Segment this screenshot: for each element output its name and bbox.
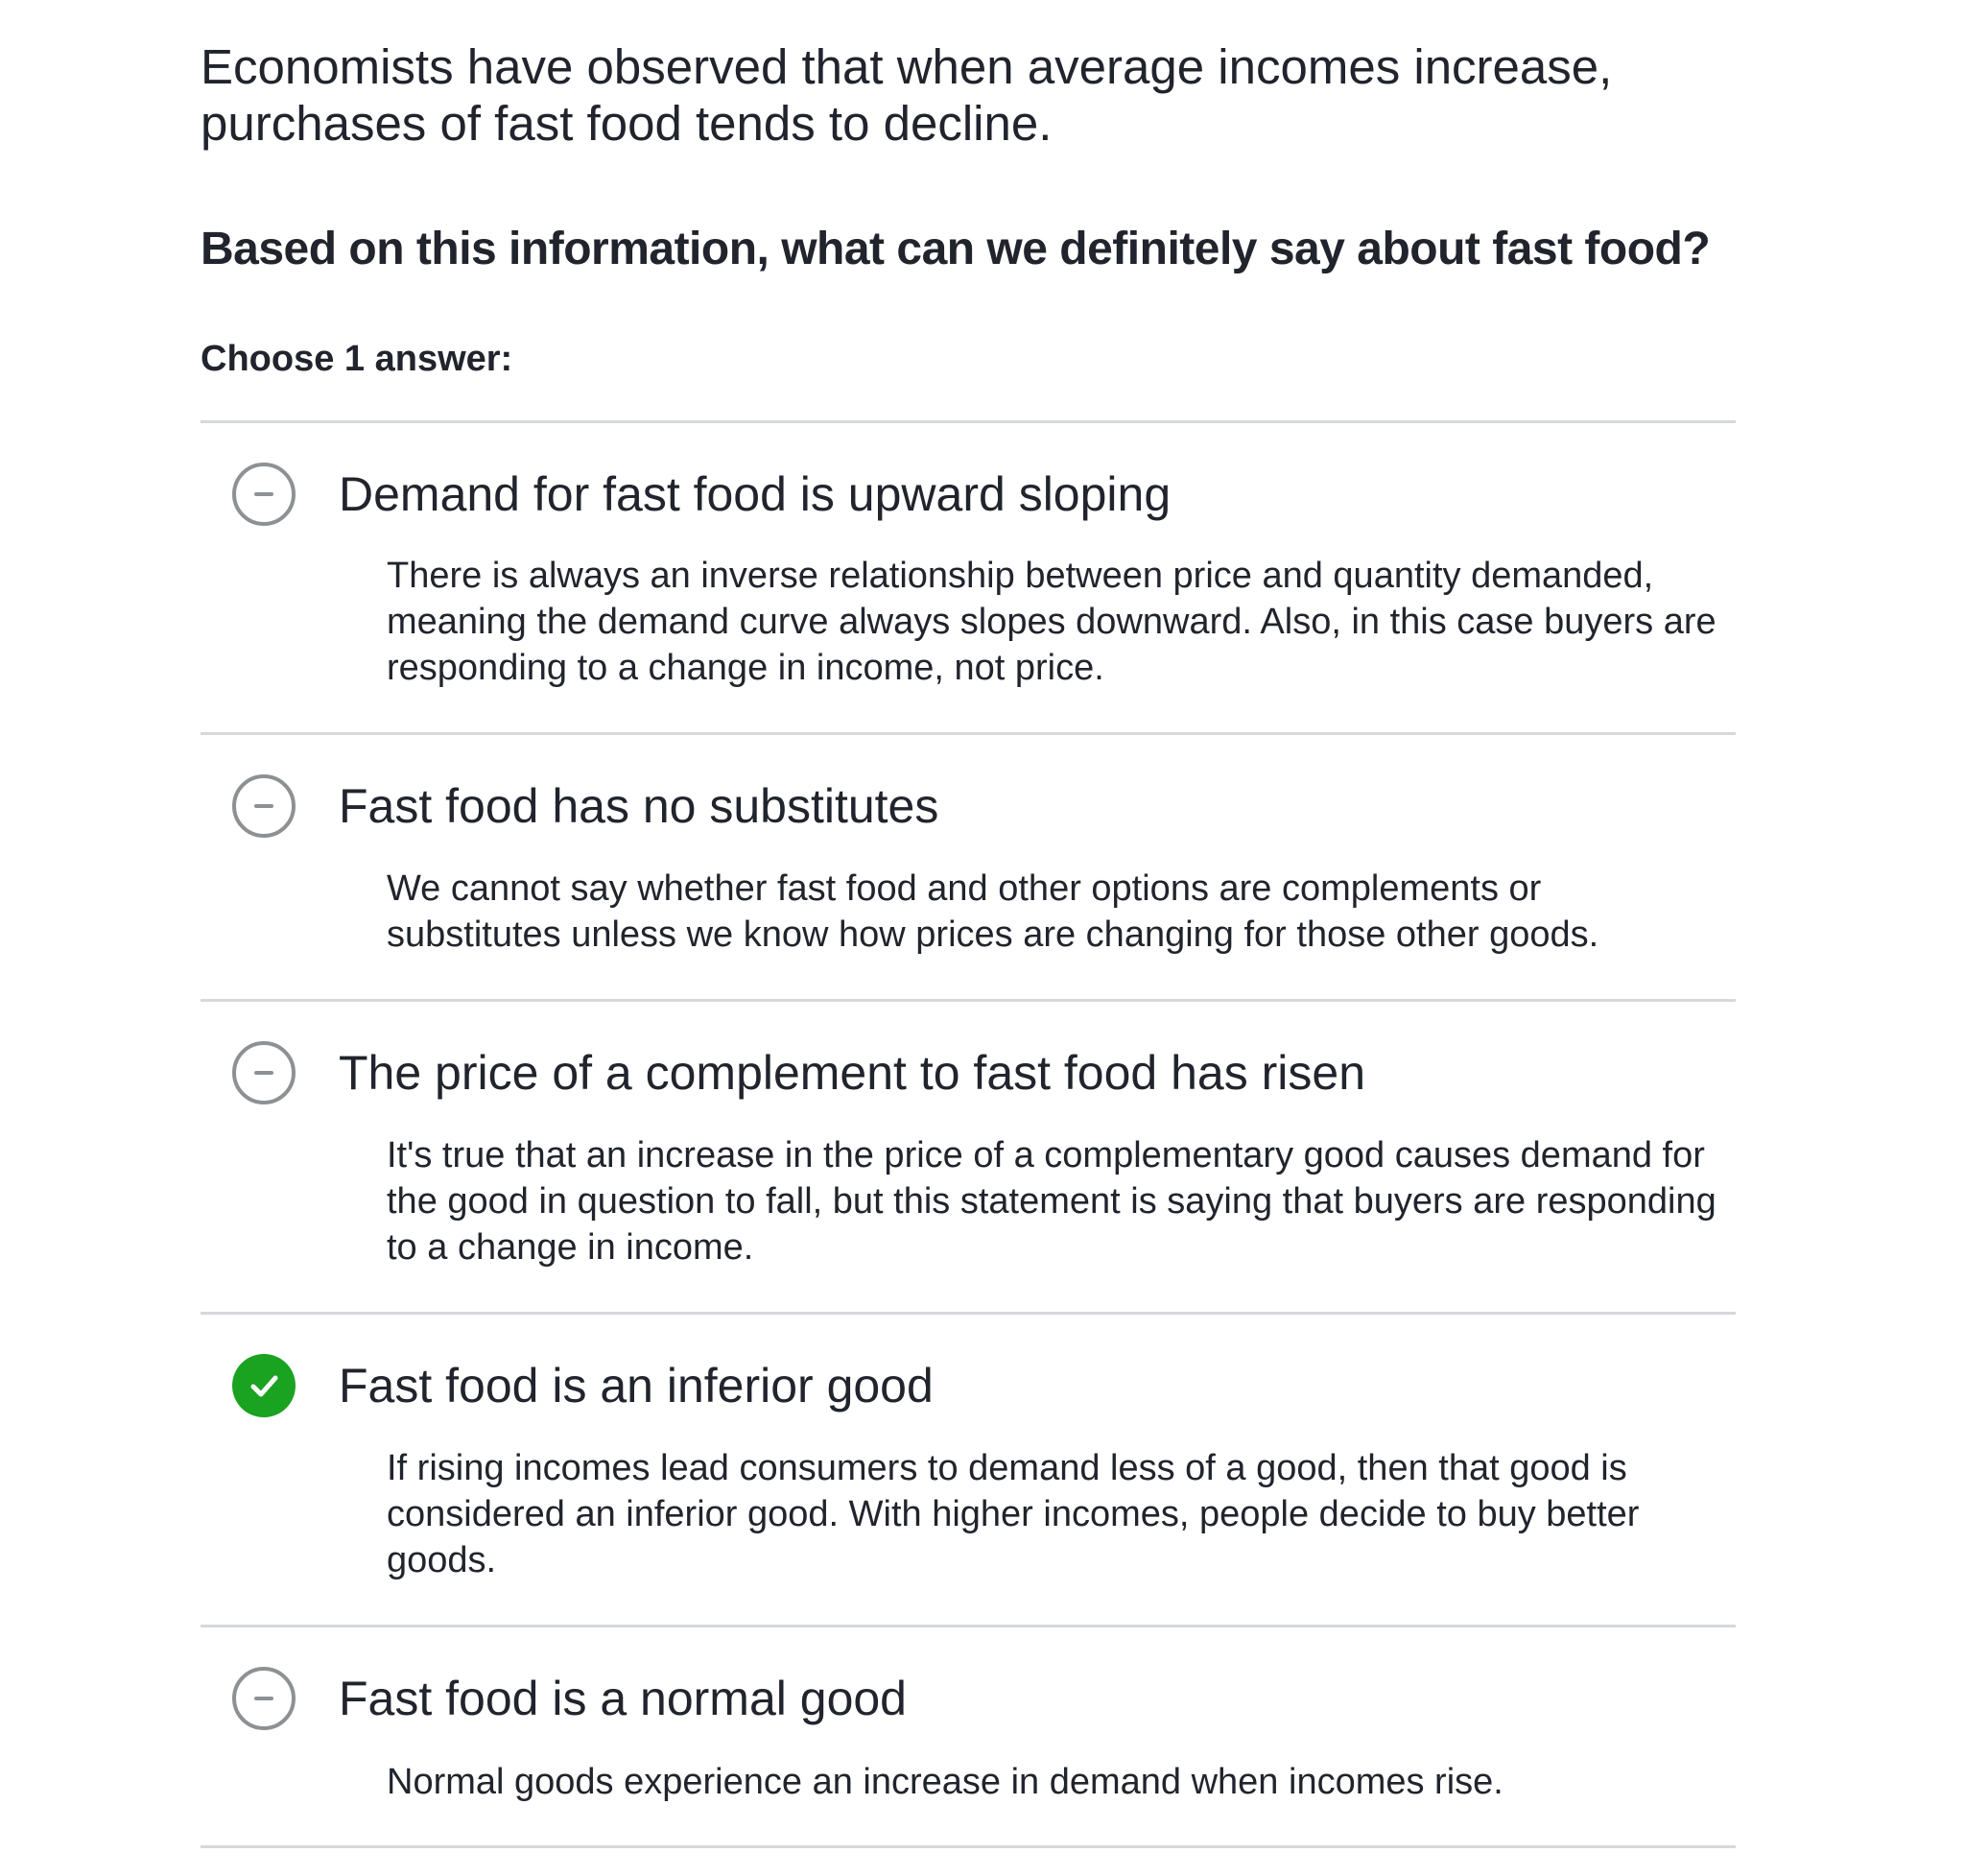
choice-header[interactable] (201, 1002, 1736, 1127)
answer-choice-correct[interactable] (201, 1315, 1736, 1627)
choice-header[interactable] (201, 423, 1736, 548)
choice-rationale: If rising incomes lead consumers to demand less of a good, then that good is considered an inferior good. With higher incomes, people decide to buy better goods. (387, 1448, 1640, 1580)
answer-choice[interactable] (201, 735, 1736, 1002)
answer-instruction: Choose 1 answer: (201, 339, 513, 379)
choice-header[interactable] (201, 735, 1736, 860)
question-prompt: Based on this information, what can we definitely say about fast food? (201, 224, 1711, 274)
minus-circle-icon[interactable] (232, 1667, 296, 1730)
check-circle-icon[interactable] (232, 1354, 296, 1417)
minus-circle-icon[interactable] (232, 1041, 296, 1104)
choice-rationale: It's true that an increase in the price of a complementary good causes demand for the good in question to fall, but this statement is saying that buyers are responding to a change in income. (387, 1135, 1716, 1268)
choice-label: Fast food has no substitutes (339, 779, 939, 833)
choice-rationale: Normal goods experience an increase in demand when incomes rise. (387, 1762, 1503, 1802)
choice-rationale: There is always an inverse relationship between price and quantity demanded, meaning the demand curve always slopes downward. Also, in this case buyers are responding to a change in income, not price. (387, 556, 1716, 688)
minus-circle-icon[interactable] (232, 463, 296, 526)
answer-choice[interactable] (201, 423, 1736, 735)
exercise-container (201, 38, 1736, 1848)
choice-header[interactable] (201, 1315, 1736, 1439)
choice-label: The price of a complement to fast food has risen (339, 1046, 1365, 1100)
choice-label: Demand for fast food is upward sloping (339, 467, 1172, 521)
choice-label: Fast food is a normal good (339, 1672, 907, 1725)
answer-choice[interactable] (201, 1002, 1736, 1315)
answer-choices (201, 420, 1736, 1848)
choice-header[interactable] (201, 1627, 1736, 1752)
minus-circle-icon[interactable] (232, 774, 296, 838)
answer-choice[interactable] (201, 1627, 1736, 1848)
choice-label: Fast food is an inferior good (339, 1359, 934, 1413)
question-stem: Economists have observed that when average incomes increase, purchases of fast food tends to decline. (201, 39, 1613, 151)
choice-rationale: We cannot say whether fast food and other options are complements or substitutes unless we know how prices are changing for those other goods. (387, 868, 1599, 955)
